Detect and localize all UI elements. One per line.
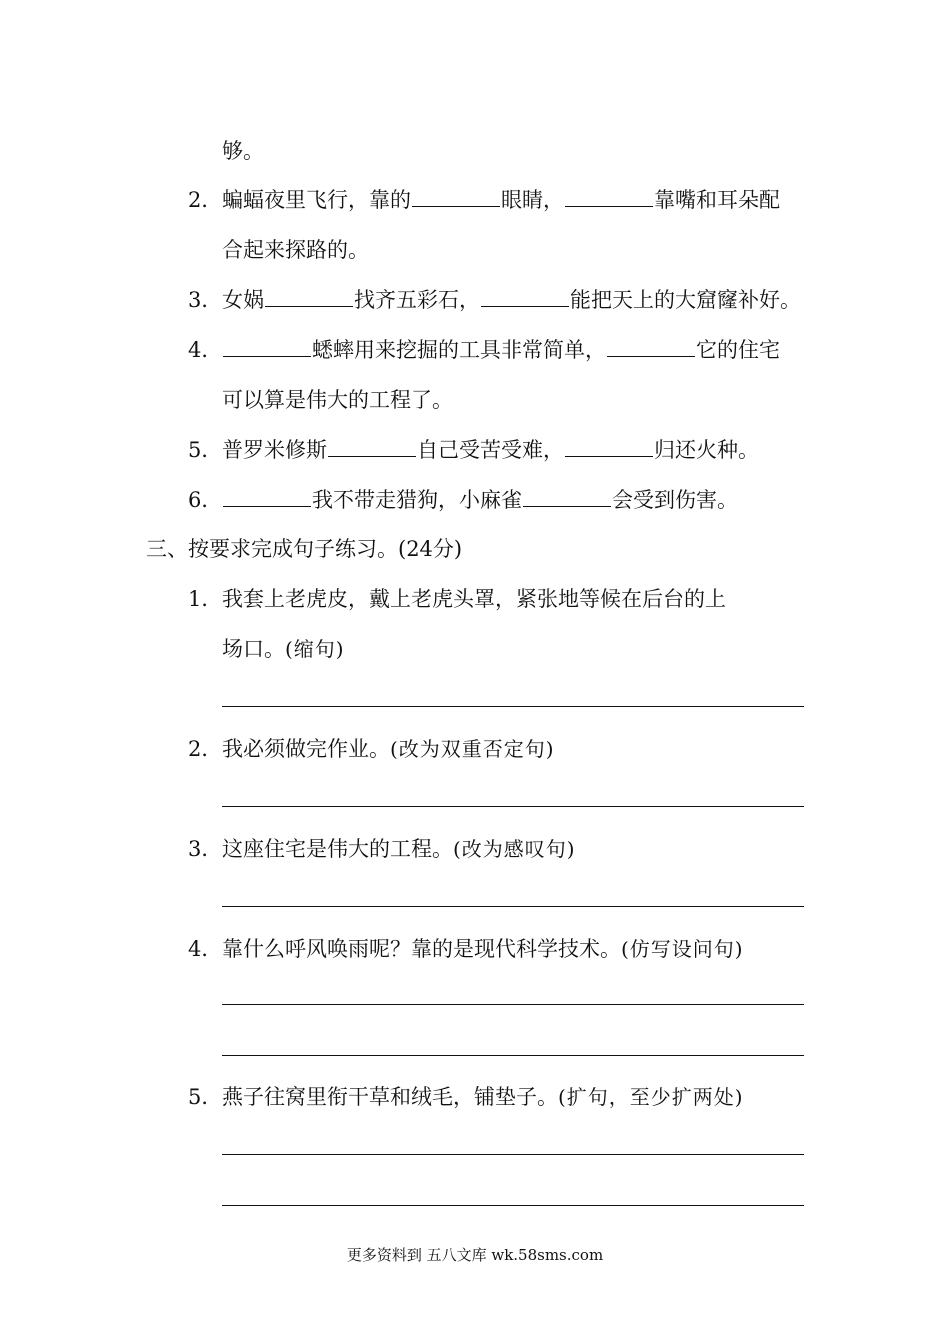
answer-line[interactable]	[222, 806, 804, 807]
answer-blank[interactable]	[565, 436, 653, 457]
section-title: 三、按要求完成句子练习。(24分)	[146, 537, 463, 561]
sentence-item-4	[188, 934, 744, 964]
item-number: 3．	[188, 837, 223, 861]
item-text: 自己受苦受难，	[417, 438, 564, 462]
sentence-item-1	[188, 584, 726, 614]
answer-line[interactable]	[222, 706, 804, 707]
answer-blank[interactable]	[265, 286, 353, 307]
item-text: 蝙蝠夜里飞行，靠的	[222, 188, 411, 212]
item-text: 燕子往窝里衔干草和绒毛，铺垫子。	[222, 1085, 558, 1109]
answer-blank[interactable]	[328, 436, 416, 457]
item-text: 蟋蟀用来挖掘的工具非常简单，	[312, 338, 606, 362]
item-text: 我必须做完作业。	[222, 737, 390, 761]
answer-line[interactable]	[222, 1004, 804, 1005]
fill-item-2	[188, 185, 780, 215]
instruction-hint: (改为感叹句)	[453, 837, 576, 861]
item-number: 5．	[188, 1085, 223, 1109]
item-text: 我不带走猎狗，小麻雀	[312, 488, 522, 512]
item-text: 归还火种。	[654, 438, 759, 462]
answer-blank[interactable]	[223, 486, 311, 507]
item-text: 靠嘴和耳朵配	[654, 188, 780, 212]
item-number: 2．	[188, 737, 223, 761]
item-text: 普罗米修斯	[222, 438, 327, 462]
answer-line[interactable]	[222, 1205, 804, 1206]
answer-blank[interactable]	[523, 486, 611, 507]
item-text: 女娲	[222, 288, 264, 312]
section-3-title	[146, 534, 462, 564]
fill-item-4-continuation	[222, 385, 453, 415]
sentence-item-3	[188, 834, 576, 864]
instruction-hint: (缩句)	[285, 637, 345, 661]
fill-item-6	[188, 485, 738, 515]
fill-item-4	[188, 335, 780, 365]
answer-blank[interactable]	[565, 186, 653, 207]
fill-item-2-continuation	[222, 235, 369, 265]
item-text: 场口。	[222, 637, 285, 661]
item-number: 6．	[188, 488, 223, 512]
fill-item-3	[188, 285, 801, 315]
instruction-hint: (仿写设问句)	[621, 937, 744, 961]
answer-blank[interactable]	[412, 186, 500, 207]
item-text: 这座住宅是伟大的工程。	[222, 837, 453, 861]
page-footer: 更多资料到 五八文库 wk.58sms.com	[346, 1246, 604, 1264]
item-text: 可以算是伟大的工程了。	[222, 388, 453, 412]
item-number: 2．	[188, 188, 223, 212]
item-text: 眼睛，	[501, 188, 564, 212]
item-text: 找齐五彩石，	[354, 288, 480, 312]
item-number: 4．	[188, 338, 223, 362]
item-text: 它的住宅	[696, 338, 780, 362]
sentence-item-1-continuation	[222, 634, 345, 664]
sentence-item-5	[188, 1082, 744, 1112]
prev-question-continuation	[222, 136, 264, 166]
instruction-hint: (改为双重否定句)	[390, 737, 555, 761]
item-number: 5．	[188, 438, 223, 462]
prev-cont-text: 够。	[222, 139, 264, 163]
item-number: 1．	[188, 587, 223, 611]
item-number: 4．	[188, 937, 223, 961]
fill-item-5	[188, 435, 759, 465]
answer-line[interactable]	[222, 906, 804, 907]
item-text: 我套上老虎皮，戴上老虎头罩，紧张地等候在后台的上	[222, 587, 726, 611]
item-text: 会受到伤害。	[612, 488, 738, 512]
item-text: 合起来探路的。	[222, 238, 369, 262]
answer-blank[interactable]	[481, 286, 569, 307]
sentence-item-2	[188, 734, 555, 764]
answer-line[interactable]	[222, 1055, 804, 1056]
answer-blank[interactable]	[223, 336, 311, 357]
instruction-hint: (扩句，至少扩两处)	[558, 1085, 744, 1109]
item-text: 靠什么呼风唤雨呢？靠的是现代科学技术。	[222, 937, 621, 961]
answer-blank[interactable]	[607, 336, 695, 357]
item-number: 3．	[188, 288, 223, 312]
item-text: 能把天上的大窟窿补好。	[570, 288, 801, 312]
answer-line[interactable]	[222, 1154, 804, 1155]
